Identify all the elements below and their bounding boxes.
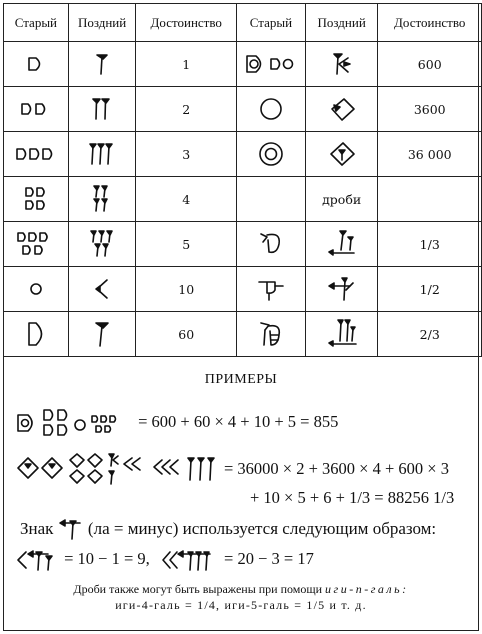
- late-sign-4: [68, 177, 136, 222]
- minus-example-2-equation: = 20 − 3 = 17: [224, 548, 314, 568]
- value-2: 2: [136, 87, 237, 132]
- table-row: [4, 42, 482, 87]
- value-5: 5: [136, 222, 237, 267]
- value-3600: 3600: [378, 87, 482, 132]
- znak-description: (ла = минус) используется следующим образом:: [87, 518, 437, 538]
- example-2-line-1: [14, 450, 449, 490]
- value-36000: 36 000: [378, 132, 482, 177]
- header-old-1: Старый: [4, 4, 69, 42]
- table-row: [4, 267, 482, 312]
- old-sign-4: [4, 177, 69, 222]
- late-sign-one-third: [305, 222, 378, 267]
- cuneiform-17-icon: [160, 546, 220, 574]
- old-sign-600: [236, 42, 305, 87]
- late-sign-2: [68, 87, 136, 132]
- late-sign-10: [68, 267, 136, 312]
- old-sign-one-third: [236, 222, 305, 267]
- note-text-1: Дроби также могут быть выражены при помощи: [73, 582, 323, 596]
- example-2-equation-a: = 36000 × 2 + 3600 × 4 + 600 × 3: [224, 458, 449, 478]
- table-row: [4, 132, 482, 177]
- cuneiform-9-icon: [14, 546, 60, 574]
- value-600: 600: [378, 42, 482, 87]
- old-sign-3600: [236, 87, 305, 132]
- late-sign-36000: [305, 132, 378, 177]
- value-one-third: 1/3: [378, 222, 482, 267]
- header-value-2: Достоинство: [378, 4, 482, 42]
- minus-example-1: [14, 546, 314, 574]
- note-line-2: иги-4-галь = 1/4, иги-5-галь = 1/5 и т. д.: [115, 598, 367, 612]
- old-sign-36000: [236, 132, 305, 177]
- late-sign-3600: [305, 87, 378, 132]
- example-1-equation: = 600 + 60 × 4 + 10 + 5 = 855: [138, 411, 339, 431]
- empty-cell: [236, 177, 305, 222]
- value-3: 3: [136, 132, 237, 177]
- value-10: 10: [136, 267, 237, 312]
- la-minus-sign-icon: [58, 517, 84, 543]
- cuneiform-88256-icon: [14, 450, 224, 490]
- header-late-2: Поздний: [305, 4, 378, 42]
- old-sign-two-thirds: [236, 312, 305, 357]
- value-4: 4: [136, 177, 237, 222]
- old-sign-3: [4, 132, 69, 177]
- old-sign-1: [4, 42, 69, 87]
- late-sign-1: [68, 42, 136, 87]
- znak-line: [20, 517, 436, 543]
- old-sign-60: [4, 312, 69, 357]
- value-two-thirds: 2/3: [378, 312, 482, 357]
- table-header-row: [4, 4, 482, 42]
- header-value-1: Достоинство: [136, 4, 237, 42]
- late-sign-two-thirds: [305, 312, 378, 357]
- value-one-half: 1/2: [378, 267, 482, 312]
- late-sign-3: [68, 132, 136, 177]
- table-row: [4, 177, 482, 222]
- old-sign-5: [4, 222, 69, 267]
- table-row: [4, 87, 482, 132]
- minus-example-1-equation: = 10 − 1 = 9,: [64, 548, 150, 568]
- late-sign-5: [68, 222, 136, 267]
- value-60: 60: [136, 312, 237, 357]
- old-sign-one-half: [236, 267, 305, 312]
- cuneiform-855-icon: [14, 406, 134, 440]
- note-line-1: [6, 582, 476, 597]
- numerals-table: [3, 3, 482, 357]
- late-sign-600: [305, 42, 378, 87]
- example-1: [14, 406, 338, 440]
- late-sign-60: [68, 312, 136, 357]
- table-row: [4, 222, 482, 267]
- value-1: 1: [136, 42, 237, 87]
- header-old-2: Старый: [236, 4, 305, 42]
- table-row: [4, 312, 482, 357]
- header-late-1: Поздний: [68, 4, 136, 42]
- old-sign-2: [4, 87, 69, 132]
- examples-title: ПРИМЕРЫ: [204, 372, 278, 387]
- fractions-label: дроби: [305, 177, 378, 222]
- old-sign-10: [4, 267, 69, 312]
- late-sign-one-half: [305, 267, 378, 312]
- znak-word: Знак: [20, 518, 54, 538]
- empty-cell: [378, 177, 482, 222]
- note-term: иги-n-галь:: [325, 582, 409, 596]
- example-2-equation-b: + 10 × 5 + 6 + 1/3 = 88256 1/3: [250, 488, 455, 507]
